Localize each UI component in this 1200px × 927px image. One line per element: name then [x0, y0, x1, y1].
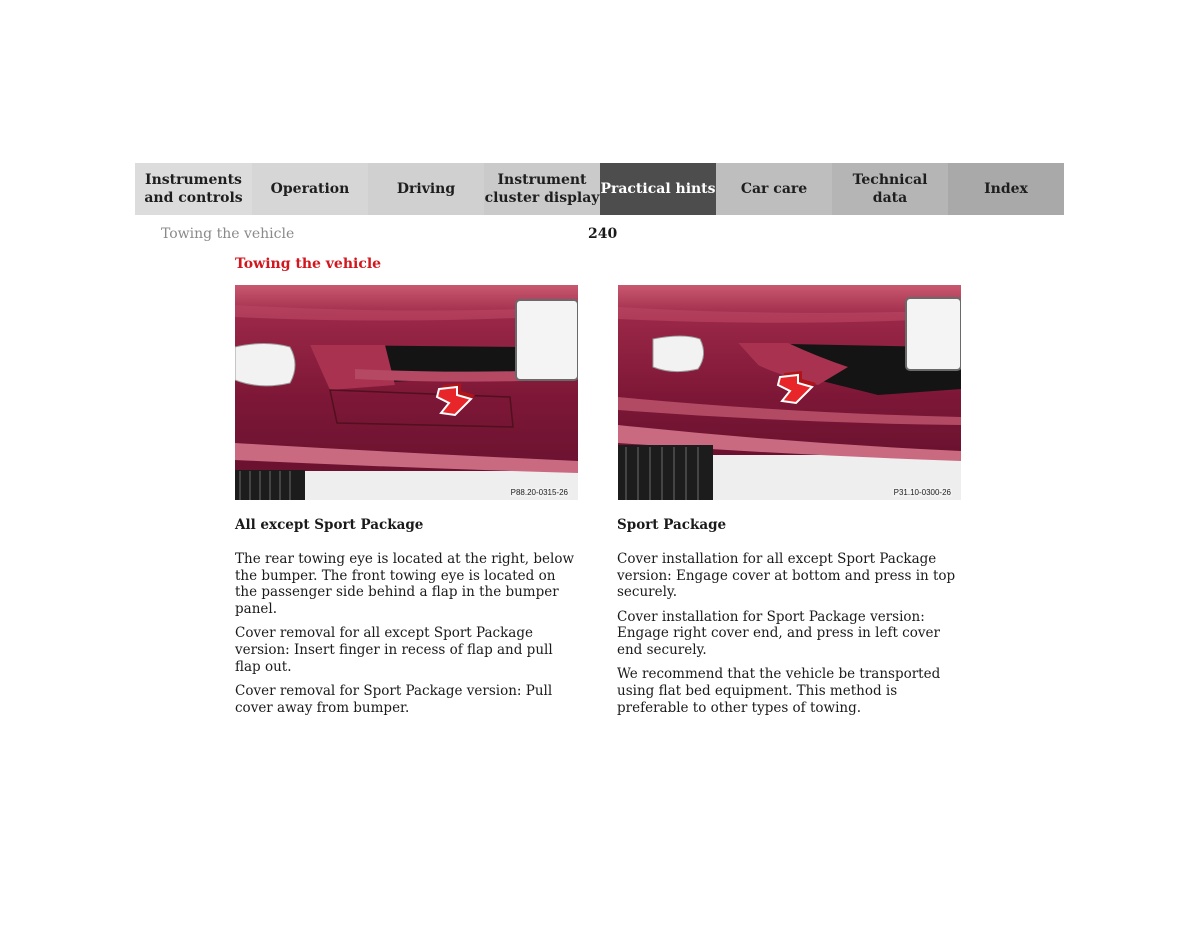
figure-bumper-standard	[235, 285, 578, 500]
tab-label: Operation	[270, 181, 350, 197]
figure-bumper-sport	[618, 285, 961, 500]
column-title: Sport Package	[617, 517, 727, 533]
tab-label: Index	[984, 181, 1028, 197]
figure-code: P88.20-0315-26	[510, 488, 568, 497]
tab-operation[interactable]	[252, 163, 368, 215]
section-title: Towing the vehicle	[161, 226, 295, 242]
tab-instruments-and-controls[interactable]	[135, 163, 252, 215]
tab-label: Technical data	[852, 172, 928, 206]
column-title: All except Sport Package	[235, 517, 424, 533]
paragraph: The rear towing eye is located at the right, below the bumper. The front towing eye is located on the passenger side behind a flap in the bumper panel.	[235, 551, 575, 618]
tab-label: Car care	[740, 181, 808, 197]
paragraph: We recommend that the vehicle be transported using flat bed equipment. This method is preferable to other types of towing.	[617, 666, 941, 716]
tab-label: Instruments and controls	[144, 172, 243, 206]
tab-label: Instrument cluster display	[484, 172, 600, 206]
tab-label: Driving	[396, 181, 456, 197]
page-number: 240	[588, 226, 618, 242]
paragraph: Cover removal for all except Sport Package version: Insert finger in recess of flap and pull flap out.	[235, 625, 553, 675]
bumper-sport-illustration	[618, 285, 961, 500]
tab-technical-data[interactable]	[832, 163, 948, 215]
paragraph: Cover removal for Sport Package version: Pull cover away from bumper.	[235, 682, 553, 716]
tab-label: Practical hints	[600, 181, 716, 197]
tab-instrument-cluster-display[interactable]	[484, 163, 600, 215]
tab-driving[interactable]	[368, 163, 484, 215]
bumper-standard-illustration	[235, 285, 578, 500]
tab-car-care[interactable]	[716, 163, 832, 215]
paragraph: Cover installation for all except Sport Package version: Engage cover at bottom and press in top securely.	[617, 551, 956, 601]
paragraph: Cover installation for Sport Package version: Engage right cover end, and press in left cover end securely.	[617, 608, 940, 659]
tab-index[interactable]	[948, 163, 1064, 215]
page-heading: Towing the vehicle	[235, 256, 382, 272]
column-sport-package	[617, 516, 962, 724]
chapter-tabs	[135, 163, 1064, 215]
figure-code: P31.10-0300-26	[893, 488, 951, 497]
tab-practical-hints[interactable]	[600, 163, 716, 215]
column-all-except-sport	[235, 516, 580, 724]
